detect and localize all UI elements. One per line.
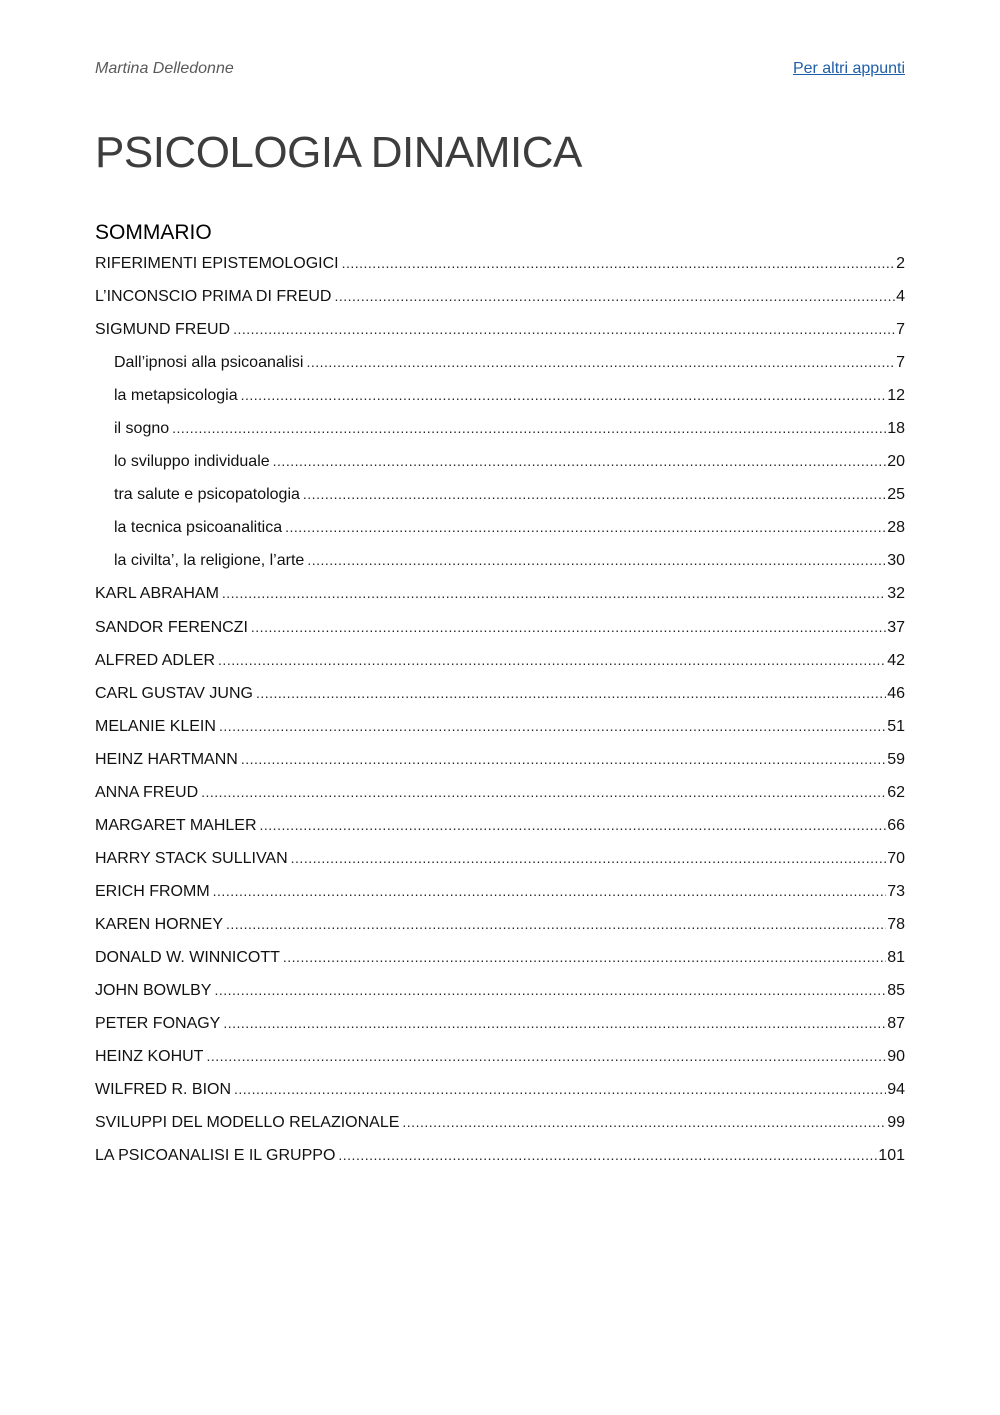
- toc-entry-page-number: 85: [887, 982, 905, 1000]
- toc-entry-page-number: 25: [887, 486, 905, 504]
- toc-dot-leader: [223, 1011, 886, 1035]
- toc-entry[interactable]: [95, 878, 905, 911]
- toc-entry-label: SVILUPPI DEL MODELLO RELAZIONALE: [95, 1114, 400, 1132]
- toc-entry[interactable]: [95, 316, 905, 349]
- more-notes-link[interactable]: Per altri appunti: [792, 60, 905, 77]
- toc-entry-label: la tecnica psicoanalitica: [114, 519, 283, 537]
- toc-entry-label: ALFRED ADLER: [95, 651, 216, 669]
- toc-entry-page-number: 4: [896, 288, 905, 306]
- toc-entry-page-number: 51: [887, 717, 905, 735]
- toc-entry-page-number: 32: [887, 585, 905, 603]
- toc-dot-leader: [241, 747, 886, 771]
- toc-entry[interactable]: [95, 713, 905, 746]
- toc-entry-page-number: 12: [887, 387, 905, 405]
- toc-entry-label: ERICH FROMM: [95, 882, 210, 900]
- toc-heading: SOMMARIO: [95, 221, 212, 244]
- toc-entry-label: JOHN BOWLBY: [95, 982, 212, 1000]
- toc-dot-leader: [218, 648, 886, 672]
- toc-entry[interactable]: [95, 1142, 905, 1175]
- toc-entry-page-number: 70: [887, 849, 905, 867]
- toc-dot-leader: [233, 317, 895, 341]
- toc-dot-leader: [338, 1143, 877, 1167]
- toc-entry-label: tra salute e psicopatologia: [114, 486, 300, 504]
- toc-entry[interactable]: [95, 911, 905, 944]
- toc-dot-leader: [219, 714, 886, 738]
- toc-entry[interactable]: [95, 812, 905, 845]
- toc-entry[interactable]: [95, 382, 905, 415]
- toc-entry-page-number: 66: [887, 816, 905, 834]
- toc-entry-page-number: 7: [896, 321, 905, 339]
- toc-dot-leader: [251, 615, 886, 639]
- table-of-contents: [95, 250, 905, 1175]
- toc-dot-leader: [307, 548, 886, 572]
- toc-entry-page-number: 87: [887, 1015, 905, 1033]
- toc-entry-label: WILFRED R. BION: [95, 1081, 232, 1099]
- toc-entry-page-number: 90: [887, 1048, 905, 1066]
- toc-entry-label: lo sviluppo individuale: [114, 453, 270, 471]
- toc-dot-leader: [342, 251, 896, 275]
- toc-dot-leader: [285, 515, 886, 539]
- toc-entry[interactable]: [95, 283, 905, 316]
- toc-entry-label: DONALD W. WINNICOTT: [95, 948, 280, 966]
- toc-entry-page-number: 37: [887, 618, 905, 636]
- toc-entry-label: MARGARET MAHLER: [95, 816, 257, 834]
- toc-dot-leader: [241, 383, 887, 407]
- toc-entry-page-number: 7: [896, 354, 905, 372]
- toc-entry[interactable]: [95, 1043, 905, 1076]
- toc-entry-label: KARL ABRAHAM: [95, 585, 219, 603]
- toc-dot-leader: [306, 350, 895, 374]
- toc-dot-leader: [234, 1077, 886, 1101]
- toc-dot-leader: [214, 978, 886, 1002]
- toc-entry-page-number: 2: [896, 255, 905, 272]
- toc-entry-label: ANNA FREUD: [95, 783, 199, 801]
- toc-dot-leader: [283, 945, 886, 969]
- toc-dot-leader: [213, 879, 887, 903]
- toc-dot-leader: [206, 1044, 886, 1068]
- toc-entry[interactable]: [95, 1109, 905, 1142]
- toc-entry-label: HEINZ KOHUT: [95, 1048, 204, 1066]
- toc-entry-label: L’INCONSCIO PRIMA DI FREUD: [95, 288, 332, 306]
- toc-dot-leader: [334, 284, 895, 308]
- toc-entry-label: KAREN HORNEY: [95, 915, 224, 933]
- toc-entry[interactable]: [95, 680, 905, 713]
- toc-dot-leader: [402, 1110, 886, 1134]
- toc-dot-leader: [291, 846, 887, 870]
- toc-entry-page-number: 73: [887, 882, 905, 900]
- toc-entry[interactable]: [95, 647, 905, 680]
- toc-entry-page-number: 42: [887, 651, 905, 669]
- toc-entry-page-number: 81: [887, 948, 905, 966]
- toc-entry-label: LA PSICOANALISI E IL GRUPPO: [95, 1147, 336, 1165]
- toc-entry-page-number: 46: [887, 684, 905, 702]
- toc-entry-label: RIFERIMENTI EPISTEMOLOGICI: [95, 255, 339, 272]
- toc-entry[interactable]: [95, 250, 905, 283]
- toc-entry[interactable]: [95, 1076, 905, 1109]
- toc-entry-page-number: 78: [887, 915, 905, 933]
- toc-entry[interactable]: [95, 514, 905, 547]
- toc-entry[interactable]: [95, 448, 905, 481]
- toc-entry-label: Dall’ipnosi alla psicoanalisi: [114, 354, 304, 372]
- toc-entry-page-number: 62: [887, 783, 905, 801]
- toc-entry-label: SIGMUND FREUD: [95, 321, 231, 339]
- toc-entry[interactable]: [95, 779, 905, 812]
- toc-entry[interactable]: [95, 349, 905, 382]
- toc-entry[interactable]: [95, 481, 905, 514]
- toc-entry-label: CARL GUSTAV JUNG: [95, 684, 253, 702]
- toc-dot-leader: [273, 449, 887, 473]
- toc-entry[interactable]: [95, 614, 905, 647]
- toc-entry[interactable]: [95, 845, 905, 878]
- toc-dot-leader: [260, 813, 887, 837]
- page-header: [95, 60, 905, 84]
- toc-dot-leader: [226, 912, 886, 936]
- toc-entry[interactable]: [95, 547, 905, 580]
- toc-entry-label: HEINZ HARTMANN: [95, 750, 238, 768]
- toc-entry[interactable]: [95, 746, 905, 779]
- author-name: Martina Delledonne: [95, 60, 234, 77]
- toc-entry-page-number: 20: [887, 453, 905, 471]
- toc-entry-label: HARRY STACK SULLIVAN: [95, 849, 288, 867]
- toc-dot-leader: [172, 416, 886, 440]
- toc-entry-label: la metapsicologia: [114, 387, 238, 405]
- toc-entry-label: PETER FONAGY: [95, 1015, 221, 1033]
- toc-entry-label: SANDOR FERENCZI: [95, 618, 248, 636]
- toc-entry-label: la civilta’, la religione, l’arte: [114, 552, 305, 570]
- toc-entry-page-number: 28: [887, 519, 905, 537]
- toc-entry[interactable]: [95, 415, 905, 448]
- toc-entry[interactable]: [95, 580, 905, 613]
- toc-entry-page-number: 59: [887, 750, 905, 768]
- toc-entry-page-number: 30: [887, 552, 905, 570]
- toc-dot-leader: [222, 581, 886, 605]
- toc-entry-label: MELANIE KLEIN: [95, 717, 216, 735]
- toc-entry-page-number: 99: [887, 1114, 905, 1132]
- document-page: [95, 0, 905, 1415]
- toc-entry-page-number: 101: [878, 1147, 905, 1165]
- toc-entry-page-number: 94: [887, 1081, 905, 1099]
- toc-entry[interactable]: [95, 1010, 905, 1043]
- toc-entry[interactable]: [95, 977, 905, 1010]
- toc-entry-page-number: 18: [887, 420, 905, 438]
- toc-dot-leader: [201, 780, 886, 804]
- toc-dot-leader: [303, 482, 886, 506]
- toc-dot-leader: [256, 681, 886, 705]
- toc-entry[interactable]: [95, 944, 905, 977]
- document-title: PSICOLOGIA DINAMICA: [95, 128, 582, 177]
- toc-entry-label: il sogno: [114, 420, 170, 438]
